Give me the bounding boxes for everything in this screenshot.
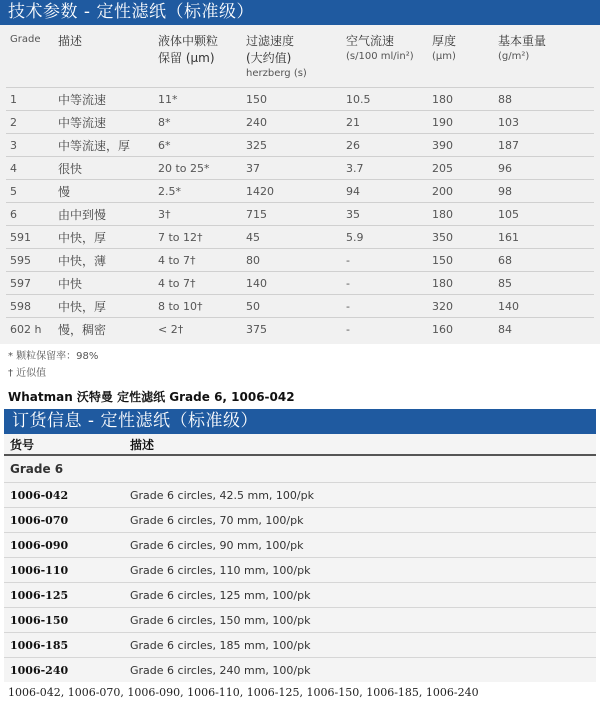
cell-grade: 4 bbox=[6, 157, 54, 180]
table-row bbox=[6, 88, 594, 111]
table-row bbox=[6, 295, 594, 318]
order-banner: 订货信息 - 定性滤纸（标准级） bbox=[4, 409, 596, 434]
cell-thickness: 150 bbox=[428, 249, 494, 272]
cell-sku: 1006-240 bbox=[4, 658, 124, 683]
cell-filter-speed: 150 bbox=[242, 88, 342, 111]
cell-basis-weight: 161 bbox=[494, 226, 594, 249]
cell-grade: 3 bbox=[6, 134, 54, 157]
cell-sku: 1006-150 bbox=[4, 608, 124, 633]
col-basis-weight: 基本重量 (g/m²) bbox=[498, 34, 547, 62]
table-row bbox=[6, 272, 594, 295]
cell-sku: 1006-090 bbox=[4, 533, 124, 558]
cell-thickness: 200 bbox=[428, 180, 494, 203]
table-row bbox=[6, 180, 594, 203]
cell-air-flow: - bbox=[342, 249, 428, 272]
table-row bbox=[4, 608, 596, 633]
cell-thickness: 390 bbox=[428, 134, 494, 157]
col-air-flow: 空气流速 (s/100 ml/in²) bbox=[346, 34, 414, 62]
cell-basis-weight: 187 bbox=[494, 134, 594, 157]
cell-grade: 598 bbox=[6, 295, 54, 318]
cell-thickness: 160 bbox=[428, 318, 494, 341]
cell-retention: 7 to 12† bbox=[154, 226, 242, 249]
cell-air-flow: 35 bbox=[342, 203, 428, 226]
cell-retention: 20 to 25* bbox=[154, 157, 242, 180]
cell-grade: 6 bbox=[6, 203, 54, 226]
table-row bbox=[6, 111, 594, 134]
cell-filter-speed: 240 bbox=[242, 111, 342, 134]
footnotes bbox=[0, 344, 600, 382]
cell-order-desc: Grade 6 circles, 42.5 mm, 100/pk bbox=[124, 483, 596, 508]
cell-basis-weight: 85 bbox=[494, 272, 594, 295]
cell-basis-weight: 68 bbox=[494, 249, 594, 272]
order-table bbox=[4, 434, 596, 682]
spec-banner: 技术参数 - 定性滤纸（标准级） bbox=[0, 0, 600, 25]
cell-basis-weight: 103 bbox=[494, 111, 594, 134]
cell-retention: 4 to 7† bbox=[154, 249, 242, 272]
cell-retention: 2.5* bbox=[154, 180, 242, 203]
col-filter-speed: 过滤速度 (大约值) herzberg (s) bbox=[246, 34, 307, 79]
table-row bbox=[4, 658, 596, 683]
cell-filter-speed: 37 bbox=[242, 157, 342, 180]
cell-basis-weight: 88 bbox=[494, 88, 594, 111]
table-row bbox=[6, 203, 594, 226]
cell-thickness: 320 bbox=[428, 295, 494, 318]
cell-retention: 8* bbox=[154, 111, 242, 134]
cell-order-desc: Grade 6 circles, 185 mm, 100/pk bbox=[124, 633, 596, 658]
cell-thickness: 180 bbox=[428, 88, 494, 111]
cell-sku: 1006-070 bbox=[4, 508, 124, 533]
cell-description: 中快，薄 bbox=[54, 249, 154, 272]
table-row bbox=[6, 134, 594, 157]
table-row bbox=[4, 558, 596, 583]
product-title: Whatman 沃特曼 定性滤纸 Grade 6, 1006-042 bbox=[8, 390, 295, 404]
cell-filter-speed: 50 bbox=[242, 295, 342, 318]
cell-retention: 4 to 7† bbox=[154, 272, 242, 295]
cell-description: 慢，稠密 bbox=[54, 318, 154, 341]
cell-grade: 1 bbox=[6, 88, 54, 111]
col-retention: 液体中颗粒 保留 (μm) bbox=[158, 34, 219, 65]
cell-sku: 1006-125 bbox=[4, 583, 124, 608]
cell-grade: 2 bbox=[6, 111, 54, 134]
cell-basis-weight: 140 bbox=[494, 295, 594, 318]
cell-grade: 602 h bbox=[6, 318, 54, 341]
cell-air-flow: 10.5 bbox=[342, 88, 428, 111]
col-thickness: 厚度 (μm) bbox=[432, 34, 457, 62]
cell-order-desc: Grade 6 circles, 125 mm, 100/pk bbox=[124, 583, 596, 608]
group-label: Grade 6 bbox=[10, 462, 64, 476]
cell-order-desc: Grade 6 circles, 150 mm, 100/pk bbox=[124, 608, 596, 633]
cell-retention: 8 to 10† bbox=[154, 295, 242, 318]
table-row bbox=[4, 483, 596, 508]
table-row bbox=[6, 226, 594, 249]
cell-air-flow: 5.9 bbox=[342, 226, 428, 249]
cell-air-flow: 21 bbox=[342, 111, 428, 134]
table-row bbox=[6, 157, 594, 180]
cell-description: 由中到慢 bbox=[54, 203, 154, 226]
table-row bbox=[4, 583, 596, 608]
cell-basis-weight: 105 bbox=[494, 203, 594, 226]
cell-basis-weight: 96 bbox=[494, 157, 594, 180]
table-row bbox=[4, 633, 596, 658]
spec-table bbox=[6, 29, 594, 340]
spec-header-row bbox=[6, 29, 594, 88]
cell-thickness: 350 bbox=[428, 226, 494, 249]
cell-filter-speed: 80 bbox=[242, 249, 342, 272]
cell-sku: 1006-110 bbox=[4, 558, 124, 583]
cell-description: 中快，厚 bbox=[54, 226, 154, 249]
cell-air-flow: 3.7 bbox=[342, 157, 428, 180]
cell-order-desc: Grade 6 circles, 240 mm, 100/pk bbox=[124, 658, 596, 683]
cell-description: 中快，厚 bbox=[54, 295, 154, 318]
cell-grade: 597 bbox=[6, 272, 54, 295]
col-description: 描述 bbox=[58, 34, 83, 48]
spec-panel bbox=[0, 25, 600, 344]
cell-description: 中等流速，厚 bbox=[54, 134, 154, 157]
cell-filter-speed: 715 bbox=[242, 203, 342, 226]
cell-description: 中等流速 bbox=[54, 88, 154, 111]
cell-thickness: 180 bbox=[428, 203, 494, 226]
order-panel bbox=[4, 409, 596, 682]
group-row bbox=[4, 455, 596, 483]
cell-retention: 6* bbox=[154, 134, 242, 157]
cell-filter-speed: 140 bbox=[242, 272, 342, 295]
cell-thickness: 190 bbox=[428, 111, 494, 134]
cell-description: 中等流速 bbox=[54, 111, 154, 134]
cell-grade: 591 bbox=[6, 226, 54, 249]
cell-filter-speed: 325 bbox=[242, 134, 342, 157]
cell-filter-speed: 1420 bbox=[242, 180, 342, 203]
cell-retention: < 2† bbox=[154, 318, 242, 341]
cell-retention: 11* bbox=[154, 88, 242, 111]
cell-air-flow: - bbox=[342, 318, 428, 341]
table-row bbox=[4, 533, 596, 558]
cell-order-desc: Grade 6 circles, 70 mm, 100/pk bbox=[124, 508, 596, 533]
col-order-desc: 描述 bbox=[124, 434, 596, 455]
cell-sku: 1006-042 bbox=[4, 483, 124, 508]
cell-description: 慢 bbox=[54, 180, 154, 203]
table-row bbox=[4, 508, 596, 533]
cell-order-desc: Grade 6 circles, 110 mm, 100/pk bbox=[124, 558, 596, 583]
col-grade: Grade bbox=[10, 34, 41, 45]
cell-retention: 3† bbox=[154, 203, 242, 226]
cell-thickness: 180 bbox=[428, 272, 494, 295]
cell-air-flow: - bbox=[342, 295, 428, 318]
cell-sku: 1006-185 bbox=[4, 633, 124, 658]
cell-thickness: 205 bbox=[428, 157, 494, 180]
cell-air-flow: 94 bbox=[342, 180, 428, 203]
table-row bbox=[6, 249, 594, 272]
cell-description: 很快 bbox=[54, 157, 154, 180]
cell-order-desc: Grade 6 circles, 90 mm, 100/pk bbox=[124, 533, 596, 558]
cell-basis-weight: 84 bbox=[494, 318, 594, 341]
cell-basis-weight: 98 bbox=[494, 180, 594, 203]
cell-air-flow: 26 bbox=[342, 134, 428, 157]
footnote-retention: * 颗粒保留率：98% bbox=[8, 351, 99, 362]
cell-description: 中快 bbox=[54, 272, 154, 295]
table-row bbox=[6, 318, 594, 341]
sku-list: 1006-042, 1006-070, 1006-090, 1006-110, 1006-125, 1006-150, 1006-185, 1006-240 bbox=[8, 686, 479, 699]
col-sku: 货号 bbox=[4, 434, 124, 455]
cell-air-flow: - bbox=[342, 272, 428, 295]
cell-filter-speed: 375 bbox=[242, 318, 342, 341]
cell-filter-speed: 45 bbox=[242, 226, 342, 249]
cell-grade: 595 bbox=[6, 249, 54, 272]
order-header-row bbox=[4, 434, 596, 455]
cell-grade: 5 bbox=[6, 180, 54, 203]
footnote-approx: † 近似值 bbox=[8, 368, 47, 379]
